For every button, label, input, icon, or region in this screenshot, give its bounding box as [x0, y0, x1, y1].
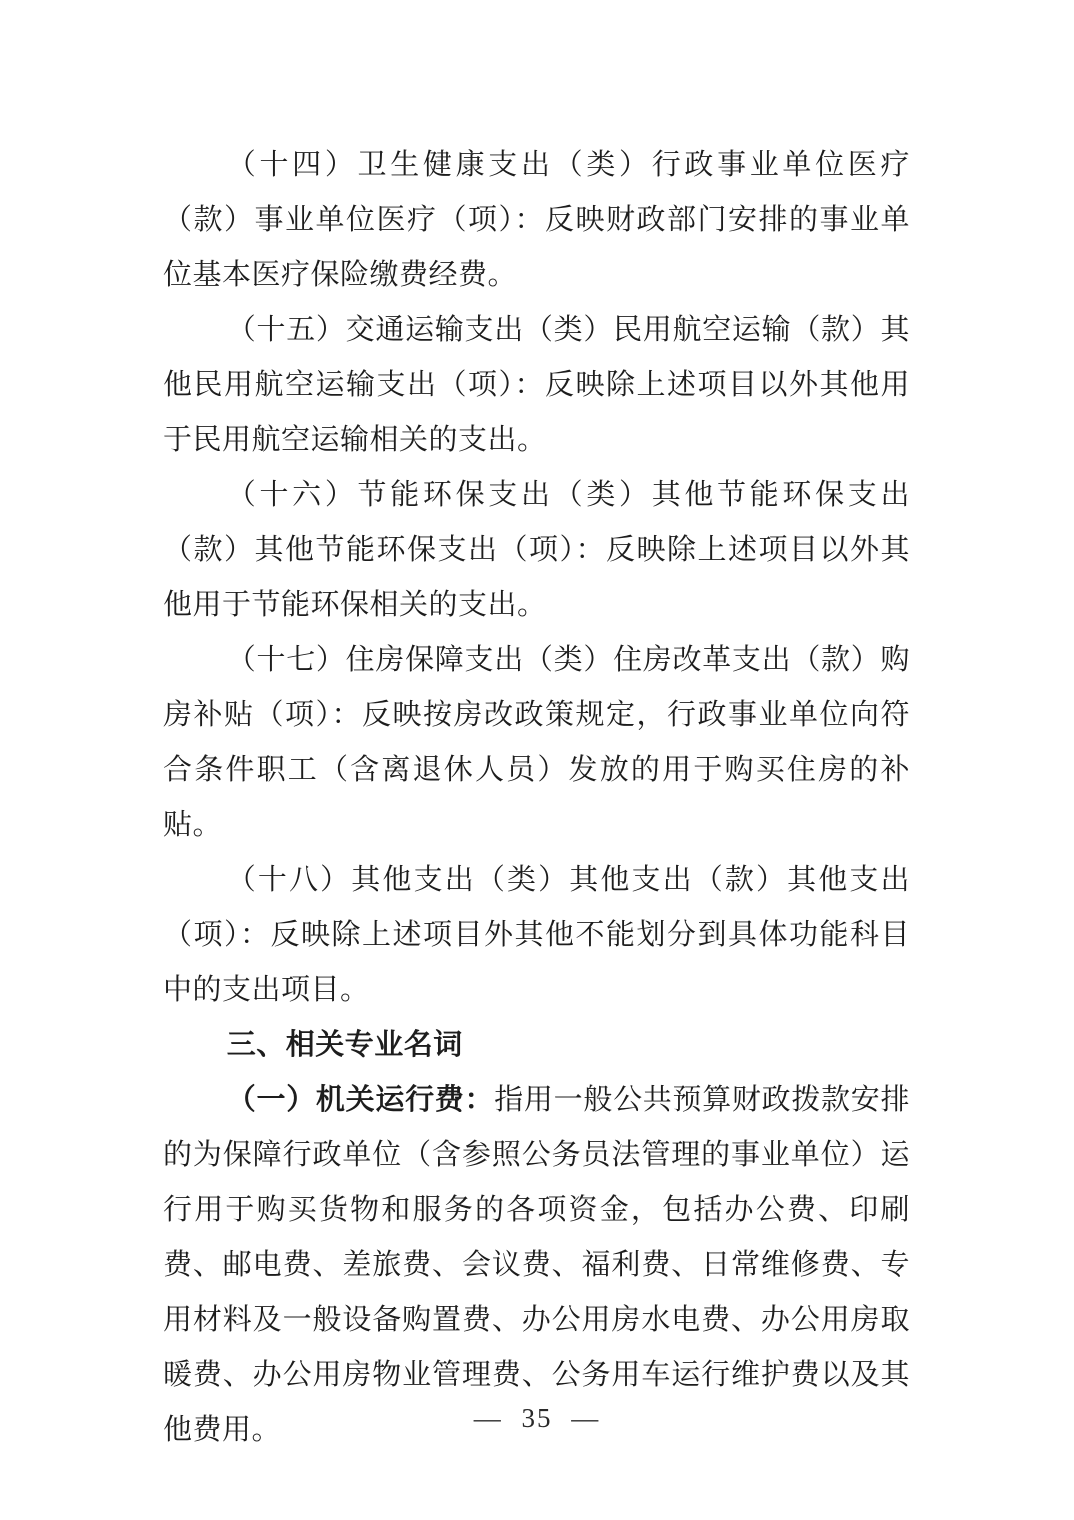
- paragraph-item-18: （十八）其他支出（类）其他支出（款）其他支出（项）：反映除上述项目外其他不能划分到具体功能科目中的支出项目。: [163, 864, 910, 1006]
- term-label: （一）机关运行费：: [226, 1084, 495, 1116]
- paragraph-item-17: （十七）住房保障支出（类）住房改革支出（款）购房补贴（项）：反映按房改政策规定，行政事业单位向符合条件职工（含离退休人员）发放的用于购买住房的补贴。: [163, 644, 910, 841]
- paragraph-item-15: （十五）交通运输支出（类）民用航空运输（款）其他民用航空运输支出（项）：反映除上述项目以外其他用于民用航空运输相关的支出。: [163, 314, 910, 456]
- term-definition: 指用一般公共预算财政拨款安排的为保障行政单位（含参照公务员法管理的事业单位）运行用于购买货物和服务的各项资金，包括办公费、印刷费、邮电费、差旅费、会议费、福利费、日常维修费、专用材料及一般设备购置费、办公用房水电费、办公用房取暖费、办公用房物业管理费、公务用车运行维护费以及其他费用。: [163, 1084, 910, 1446]
- section-heading-professional-terms: 三、相关专业名词: [226, 1029, 463, 1061]
- document-body: [163, 138, 910, 1458]
- page-number-label: — 35 —: [473, 1403, 601, 1433]
- paragraph-item-16: （十六）节能环保支出（类）其他节能环保支出（款）其他节能环保支出（项）：反映除上述项目以外其他用于节能环保相关的支出。: [163, 479, 910, 621]
- paragraph-item-14: （十四）卫生健康支出（类）行政事业单位医疗（款）事业单位医疗（项）：反映财政部门安排的事业单位基本医疗保险缴费经费。: [163, 149, 910, 291]
- page-footer: [0, 1398, 1074, 1438]
